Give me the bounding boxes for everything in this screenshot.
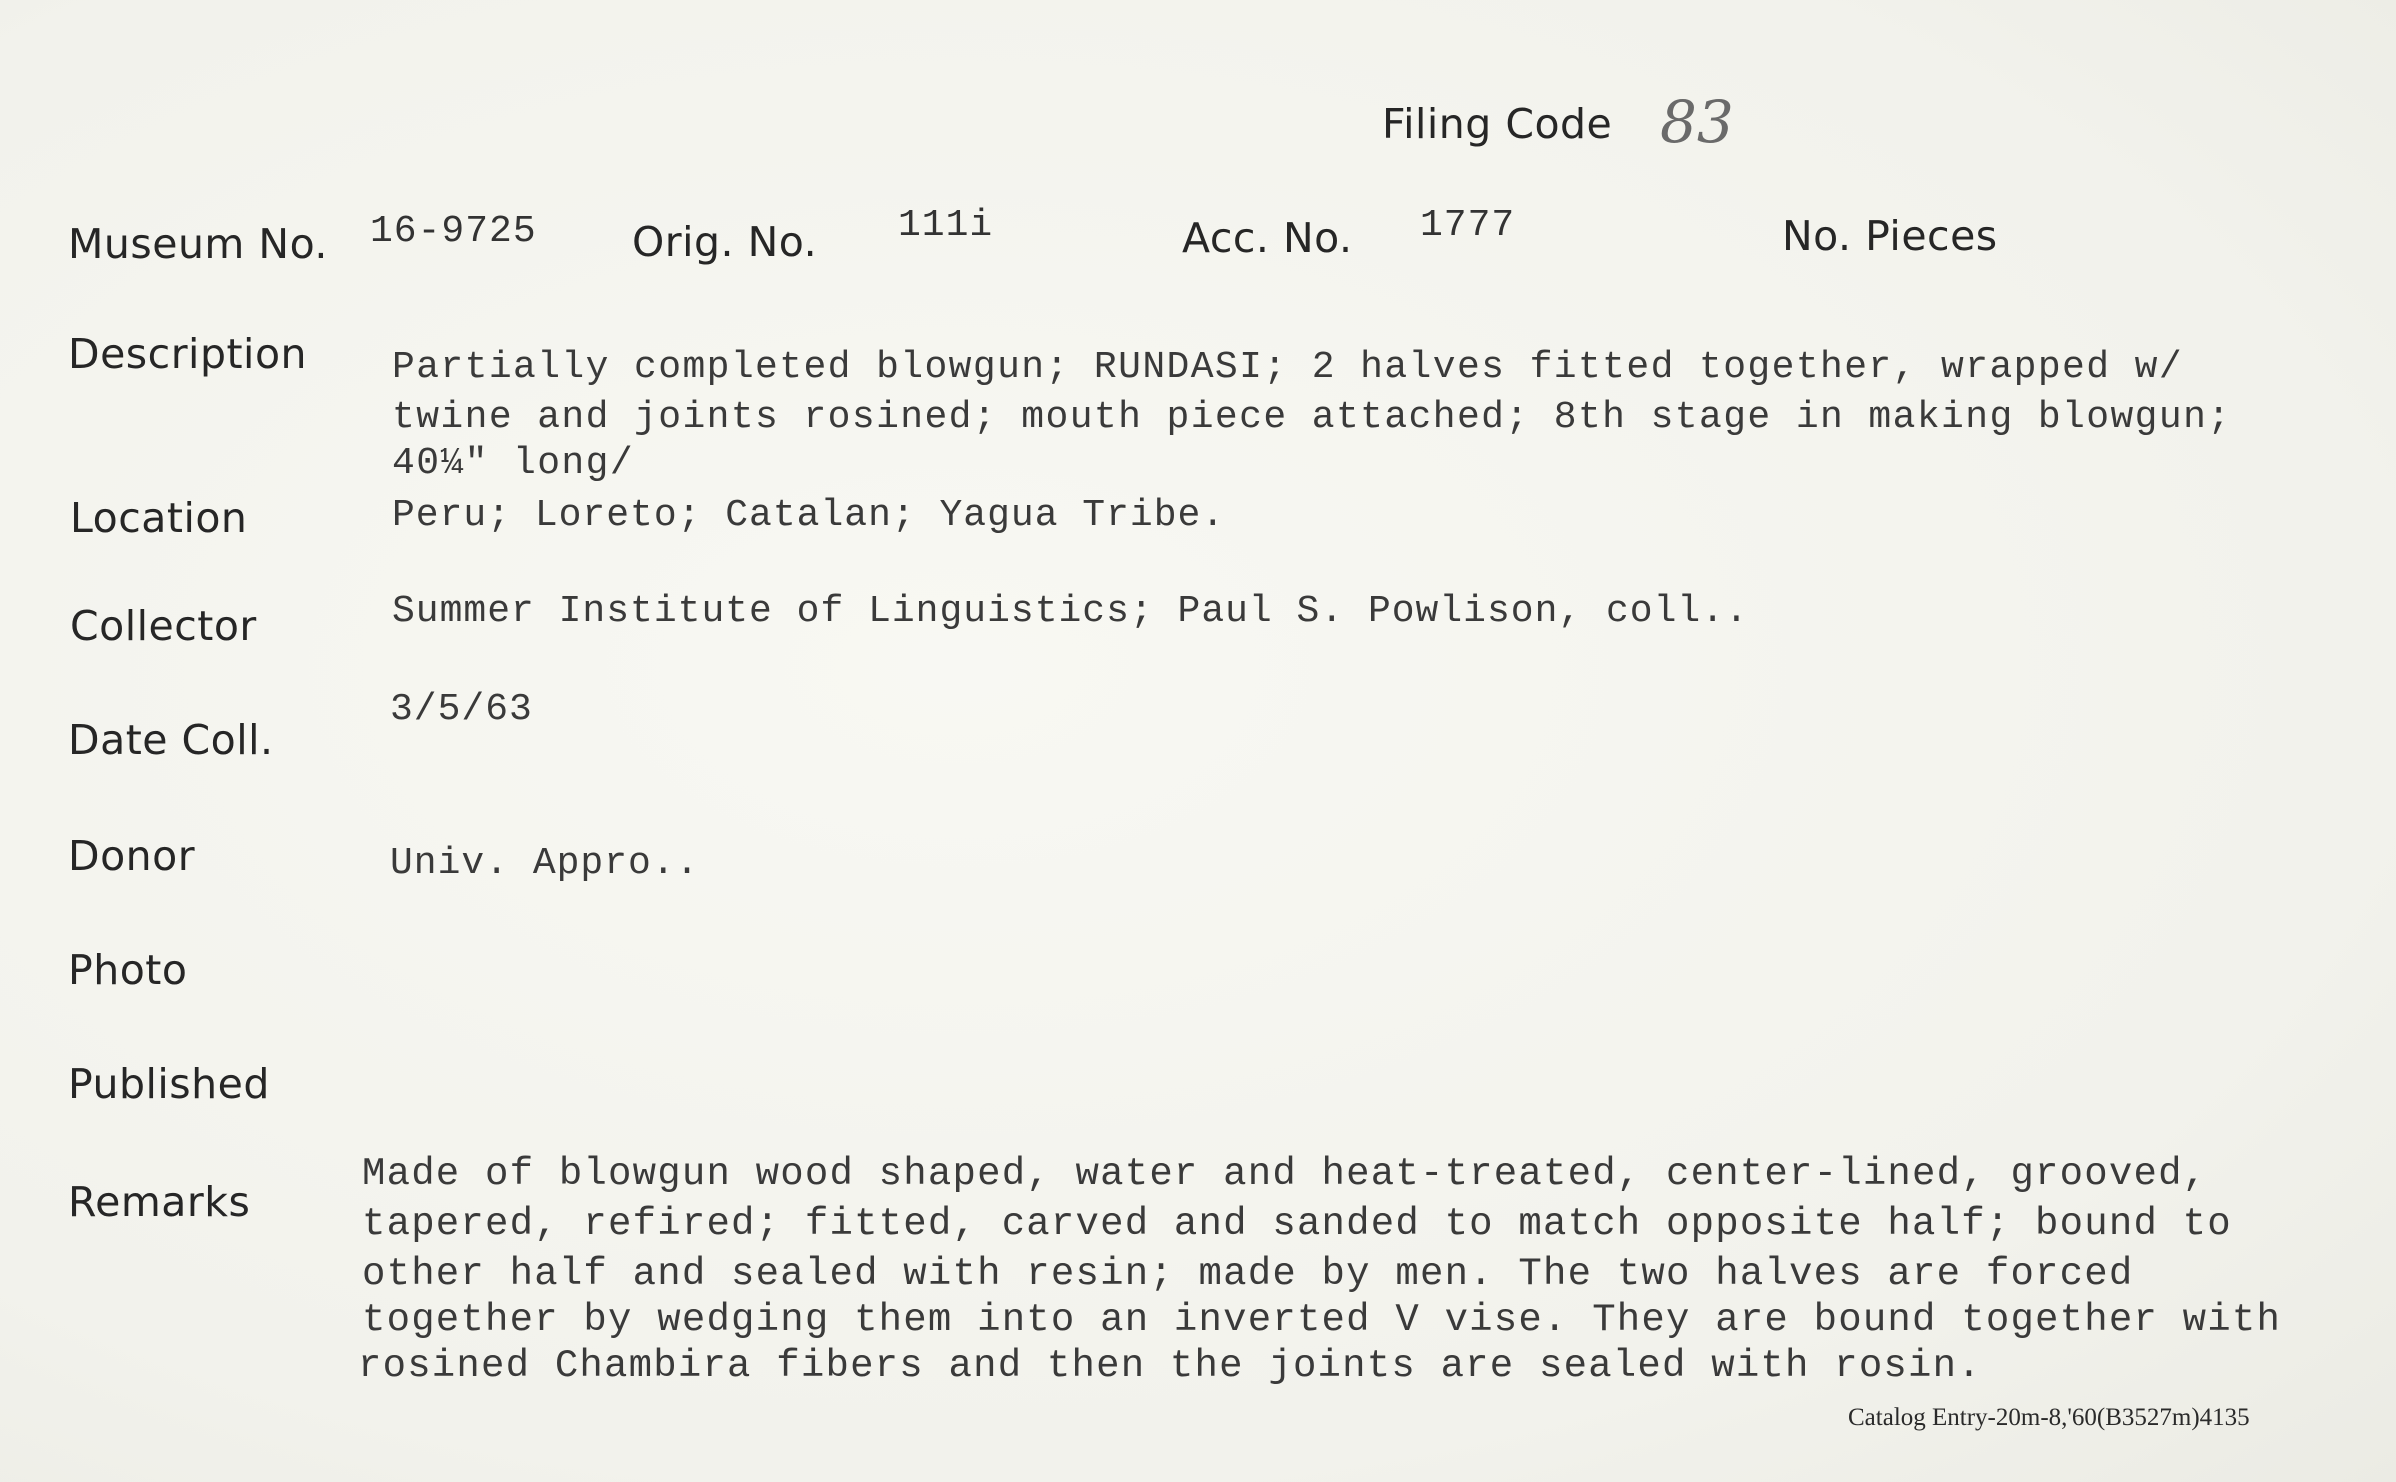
remarks-line: together by wedging them into an inverted V vise. They are bound together with bbox=[362, 1298, 2282, 1342]
location-value: Peru; Loreto; Catalan; Yagua Tribe. bbox=[392, 494, 1226, 537]
filing-code-value: 83 bbox=[1660, 88, 1734, 156]
donor-label: Donor bbox=[68, 832, 196, 880]
description-label: Description bbox=[68, 330, 308, 378]
date-coll-label: Date Coll. bbox=[68, 716, 274, 764]
no-pieces-label: No. Pieces bbox=[1782, 212, 1998, 260]
published-label: Published bbox=[68, 1060, 270, 1108]
remarks-line: other half and sealed with resin; made by men. The two halves are forced bbox=[362, 1252, 2134, 1296]
photo-label: Photo bbox=[68, 946, 188, 994]
catalog-footer: Catalog Entry-20m-8,'60(B3527m)4135 bbox=[1848, 1404, 2250, 1431]
filing-code-label: Filing Code bbox=[1382, 100, 1613, 148]
description-line: 40¼" long/ bbox=[392, 442, 635, 485]
date-coll-value: 3/5/63 bbox=[390, 688, 533, 731]
acc-no-label: Acc. No. bbox=[1182, 214, 1353, 262]
museum-no-label: Museum No. bbox=[68, 220, 328, 268]
remarks-line: Made of blowgun wood shaped, water and heat-treated, center-lined, grooved, bbox=[362, 1152, 2208, 1196]
description-line: twine and joints rosined; mouth piece attached; 8th stage in making blowgun; bbox=[392, 396, 2232, 439]
remarks-label: Remarks bbox=[68, 1178, 251, 1226]
collector-label: Collector bbox=[70, 602, 257, 650]
location-label: Location bbox=[70, 494, 248, 542]
collector-value: Summer Institute of Linguistics; Paul S. Powlison, coll.. bbox=[392, 590, 1749, 633]
orig-no-label: Orig. No. bbox=[632, 218, 818, 266]
remarks-line: rosined Chambira fibers and then the joints are sealed with rosin. bbox=[358, 1344, 1982, 1388]
description-line: Partially completed blowgun; RUNDASI; 2 halves fitted together, wrapped w/ bbox=[392, 346, 2184, 389]
donor-value: Univ. Appro.. bbox=[390, 842, 700, 885]
orig-no-value: 111i bbox=[898, 204, 994, 247]
acc-no-value: 1777 bbox=[1420, 204, 1516, 247]
museum-no-value: 16-9725 bbox=[370, 210, 537, 253]
remarks-line: tapered, refired; fitted, carved and sanded to match opposite half; bound to bbox=[362, 1202, 2232, 1246]
